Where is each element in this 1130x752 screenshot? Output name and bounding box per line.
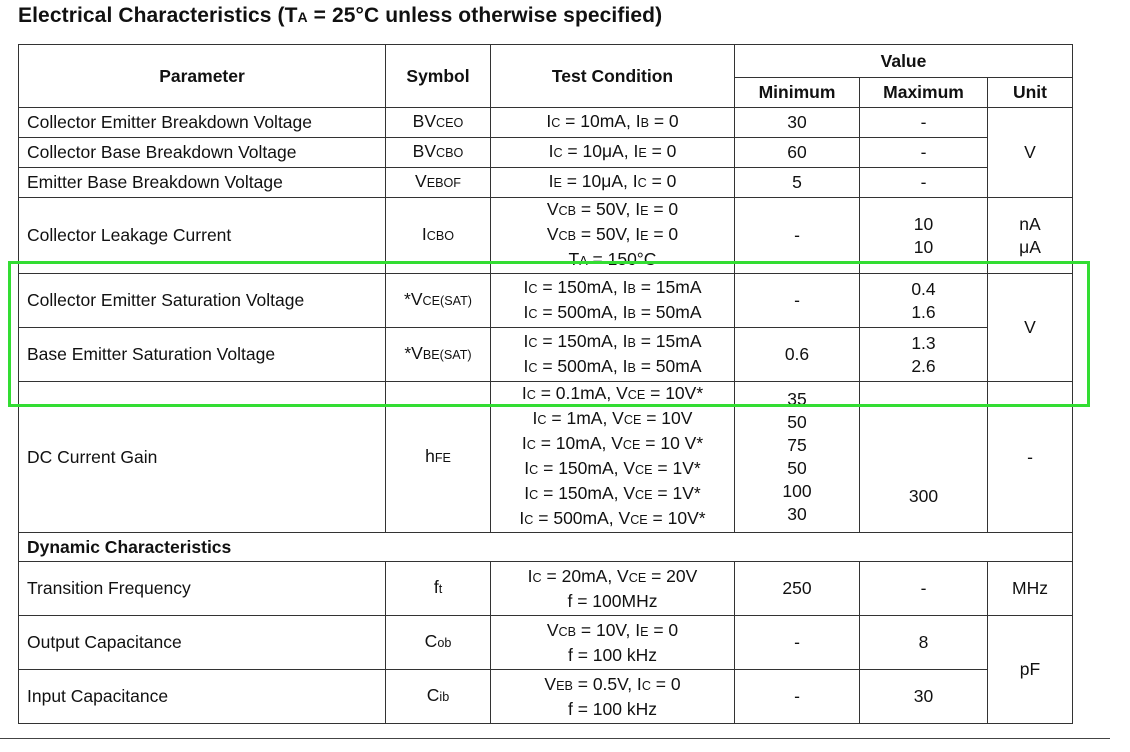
unit-cell: V [988, 108, 1073, 198]
unit-cell: MHz [988, 562, 1073, 616]
table-row [19, 168, 1073, 198]
max-cell: 300 [860, 382, 988, 533]
symbol-cell: BVCBO [386, 138, 491, 168]
param-cell: Collector Base Breakdown Voltage [19, 138, 386, 168]
symbol-cell: hFE [386, 382, 491, 533]
table-row [19, 670, 1073, 724]
condition-cell: IC = 10μA, IE = 0 [491, 138, 735, 168]
table-row [19, 328, 1073, 382]
symbol-cell: *VCE(SAT) [386, 274, 491, 328]
table-row [19, 108, 1073, 138]
header-symbol: Symbol [386, 45, 491, 108]
symbol-cell: *VBE(SAT) [386, 328, 491, 382]
electrical-characteristics-table [18, 44, 1073, 724]
unit-cell: - [988, 382, 1073, 533]
symbol-cell: ICBO [386, 198, 491, 274]
max-cell: 10 10 [860, 198, 988, 274]
param-cell: DC Current Gain [19, 382, 386, 533]
header-test-condition: Test Condition [491, 45, 735, 108]
min-cell: 60 [735, 138, 860, 168]
min-cell: 30 [735, 108, 860, 138]
header-unit: Unit [988, 78, 1073, 108]
table-row [19, 138, 1073, 168]
table-row [19, 562, 1073, 616]
header-minimum: Minimum [735, 78, 860, 108]
param-cell: Collector Leakage Current [19, 198, 386, 274]
min-cell: - [735, 198, 860, 274]
condition-cell: VCB = 50V, IE = 0 VCB = 50V, IE = 0 TA = 150°C [491, 198, 735, 274]
param-cell: Output Capacitance [19, 616, 386, 670]
section-dynamic-characteristics: Dynamic Characteristics [19, 533, 1073, 562]
condition-cell: IC = 150mA, IB = 15mA IC = 500mA, IB = 50mA [491, 274, 735, 328]
footer-divider [0, 738, 1110, 739]
min-cell: - [735, 616, 860, 670]
max-cell: - [860, 138, 988, 168]
header-maximum: Maximum [860, 78, 988, 108]
param-cell: Emitter Base Breakdown Voltage [19, 168, 386, 198]
symbol-cell: Cob [386, 616, 491, 670]
symbol-cell: Cib [386, 670, 491, 724]
page-title: Electrical Characteristics (TA = 25°C unless otherwise specified) [18, 4, 663, 27]
max-cell: - [860, 168, 988, 198]
param-cell: Collector Emitter Breakdown Voltage [19, 108, 386, 138]
unit-cell: nA μA [988, 198, 1073, 274]
max-cell: 1.3 2.6 [860, 328, 988, 382]
condition-cell: IC = 150mA, IB = 15mA IC = 500mA, IB = 50mA [491, 328, 735, 382]
min-cell: 250 [735, 562, 860, 616]
symbol-cell: ft [386, 562, 491, 616]
condition-cell: VEB = 0.5V, IC = 0 f = 100 kHz [491, 670, 735, 724]
max-cell: 0.4 1.6 [860, 274, 988, 328]
min-cell: 0.6 [735, 328, 860, 382]
max-cell: - [860, 562, 988, 616]
param-cell: Transition Frequency [19, 562, 386, 616]
condition-cell: IC = 10mA, IB = 0 [491, 108, 735, 138]
condition-cell: VCB = 10V, IE = 0 f = 100 kHz [491, 616, 735, 670]
max-cell: 8 [860, 616, 988, 670]
header-value: Value [735, 45, 1073, 78]
section-row [19, 533, 1073, 562]
condition-cell: IE = 10μA, IC = 0 [491, 168, 735, 198]
max-cell: 30 [860, 670, 988, 724]
table-row [19, 616, 1073, 670]
max-cell: - [860, 108, 988, 138]
param-cell: Base Emitter Saturation Voltage [19, 328, 386, 382]
header-parameter: Parameter [19, 45, 386, 108]
min-cell: - [735, 274, 860, 328]
symbol-cell: BVCEO [386, 108, 491, 138]
unit-cell: pF [988, 616, 1073, 724]
table-row [19, 382, 1073, 533]
condition-cell: IC = 20mA, VCE = 20V f = 100MHz [491, 562, 735, 616]
param-cell: Input Capacitance [19, 670, 386, 724]
symbol-cell: VEBOF [386, 168, 491, 198]
min-cell: - [735, 670, 860, 724]
param-cell: Collector Emitter Saturation Voltage [19, 274, 386, 328]
min-cell: 5 [735, 168, 860, 198]
table-row [19, 274, 1073, 328]
condition-cell: IC = 0.1mA, VCE = 10V* IC = 1mA, VCE = 10V IC = 10mA, VCE = 10 V* IC = 150mA, VCE = 1V* IC = 150mA, VCE = 1V* IC = 500mA, VCE = 10V* [491, 382, 735, 533]
min-cell: 35 50 75 50 100 30 [735, 382, 860, 533]
table-row [19, 198, 1073, 274]
unit-cell: V [988, 274, 1073, 382]
